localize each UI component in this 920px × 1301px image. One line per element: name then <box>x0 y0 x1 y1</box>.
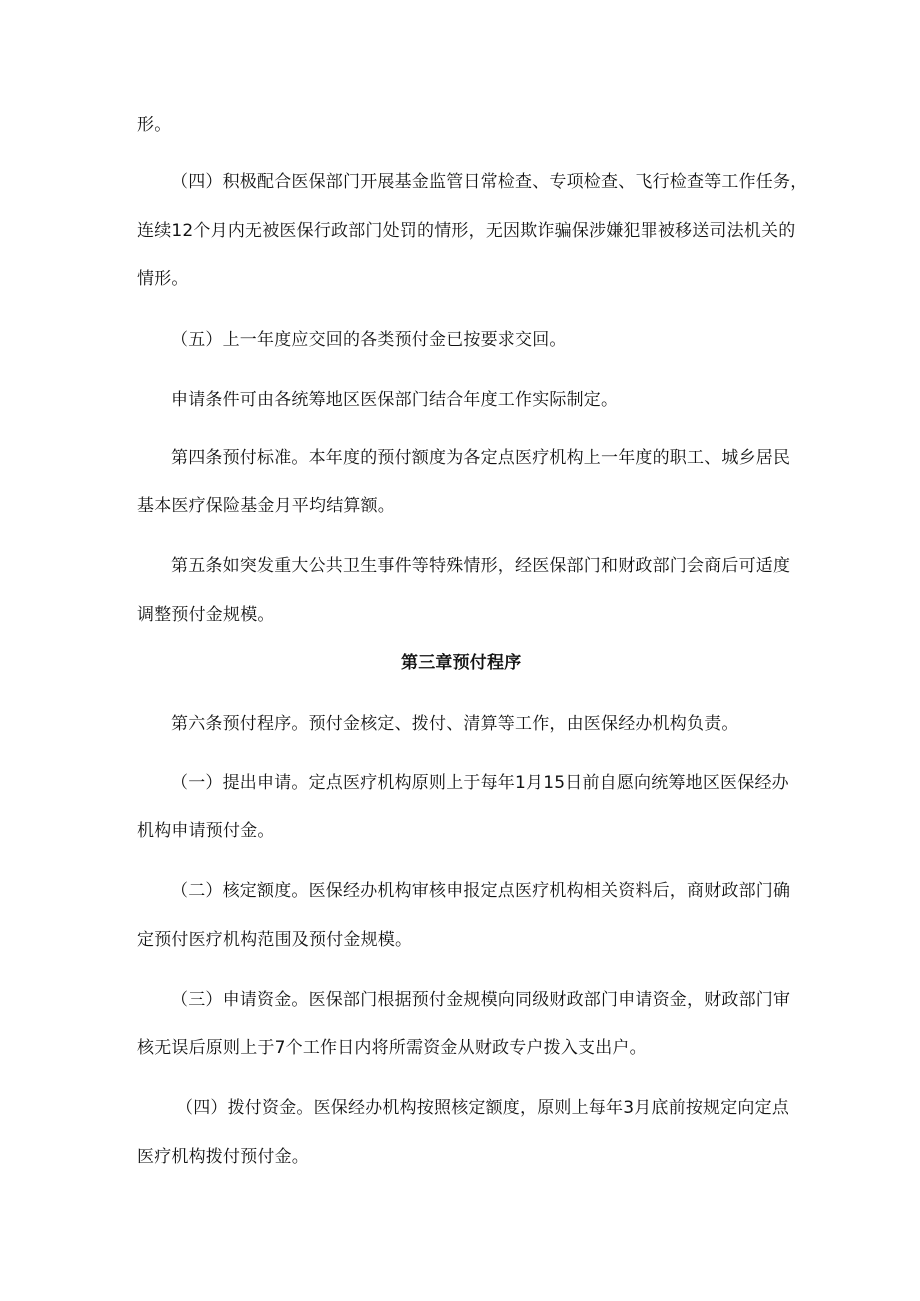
paragraph-line: 第六条预付程序。预付金核定、拨付、清算等工作，由医保经办机构负责。 <box>171 714 739 734</box>
paragraph-line: 基本医疗保险基金月平均结算额。 <box>137 496 395 516</box>
paragraph-line: 医疗机构拨付预付金。 <box>137 1147 309 1167</box>
paragraph-line: （一）提出申请。定点医疗机构原则上于每年1月15日前自愿向统筹地区医保经办 <box>171 773 789 793</box>
paragraph-line: 第五条如突发重大公共卫生事件等特殊情形，经医保部门和财政部门会商后可适度 <box>171 556 791 576</box>
paragraph-line: 调整预付金规模。 <box>137 605 275 625</box>
paragraph-line: 定预付医疗机构范围及预付金规模。 <box>137 930 413 950</box>
paragraph-line: （五）上一年度应交回的各类预付金已按要求交回。 <box>171 330 567 350</box>
paragraph-line: 情形。 <box>137 269 189 289</box>
paragraph-line: 形。 <box>137 115 172 135</box>
paragraph-line: （三）申请资金。医保部门根据预付金规模向同级财政部门申请资金，财政部门审 <box>171 990 791 1010</box>
paragraph-line: 第四条预付标准。本年度的预付额度为各定点医疗机构上一年度的职工、城乡居民 <box>171 448 791 468</box>
paragraph-line: 机构申请预付金。 <box>137 821 275 841</box>
paragraph-line: （四）拨付资金。医保经办机构按照核定额度，原则上每年3月底前按规定向定点 <box>176 1098 790 1118</box>
paragraph-line: （二）核定额度。医保经办机构审核申报定点医疗机构相关资料后，商财政部门确 <box>171 881 791 901</box>
paragraph-line: （四）积极配合医保部门开展基金监管日常检查、专项检查、飞行检查等工作任务， <box>171 172 808 192</box>
chapter-heading: 第三章预付程序 <box>401 653 522 673</box>
paragraph-line: 连续12个月内无被医保行政部门处罚的情形，无因欺诈骗保涉嫌犯罪被移送司法机关的 <box>137 221 796 241</box>
paragraph-line: 申请条件可由各统筹地区医保部门结合年度工作实际制定。 <box>171 390 619 410</box>
paragraph-line: 核无误后原则上于7个工作日内将所需资金从财政专户拨入支出户。 <box>137 1038 647 1058</box>
